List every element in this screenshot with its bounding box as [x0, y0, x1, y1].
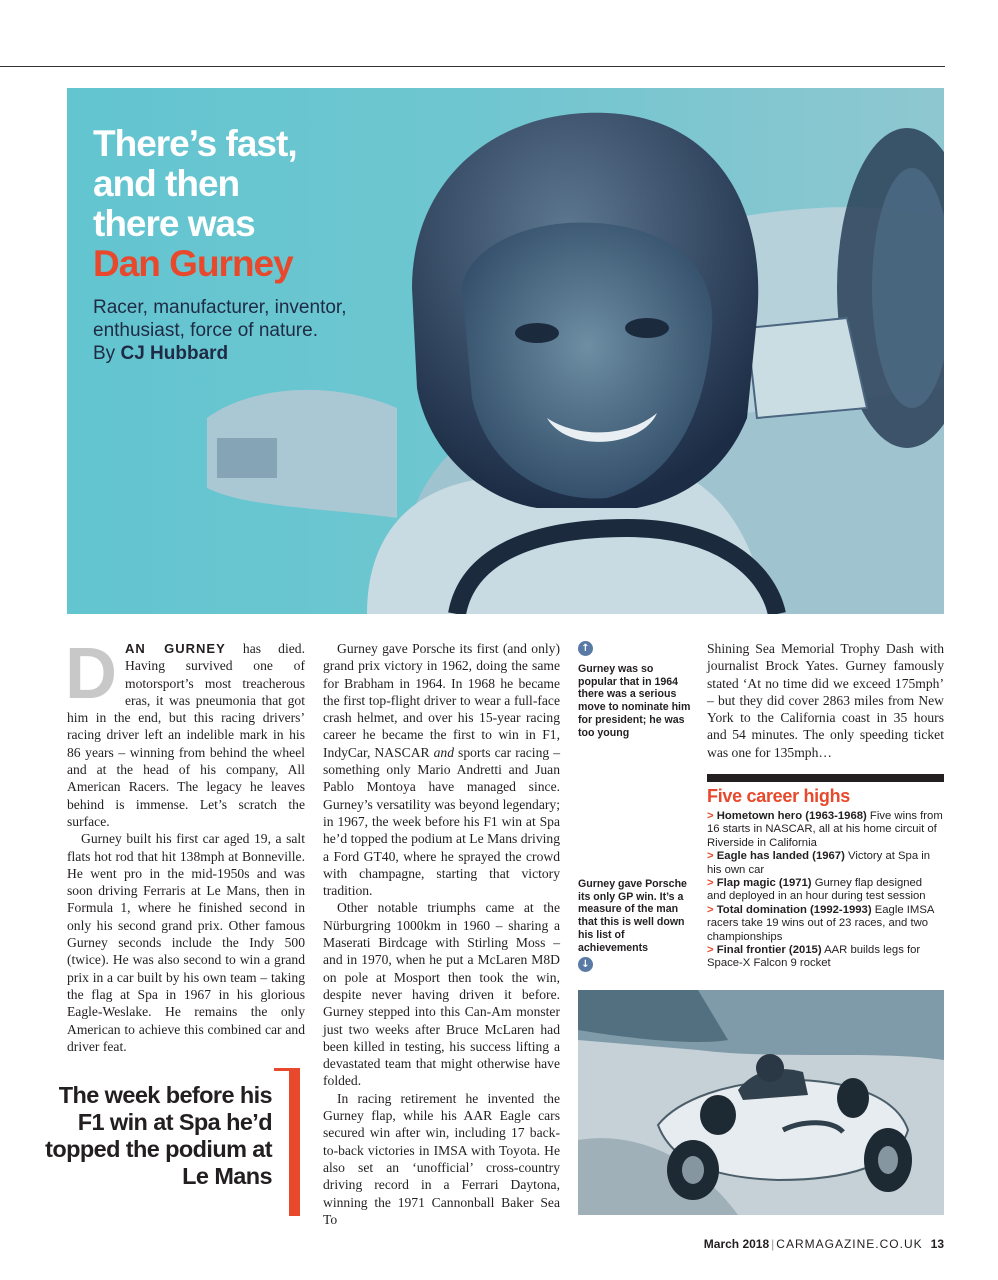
career-high-text: Gurney flap designed and deployed in an hour during test session [707, 877, 926, 903]
chevron-right-icon: > [707, 810, 717, 822]
lead-in-caps: AN GURNEY [125, 641, 226, 656]
headline-line-1: There’s fast, [93, 123, 297, 164]
career-high-item [707, 877, 944, 904]
career-highs-title: Five career highs [707, 786, 850, 806]
caption-bottom: Gurney gave Porsche its only GP win. It’s a measure of the man that this is well down his list of achievements [578, 878, 687, 954]
top-rule [0, 66, 945, 67]
porsche-race-car-illustration [578, 990, 944, 1215]
career-high-item [707, 810, 944, 850]
chevron-right-icon: > [707, 944, 717, 957]
caption-top: Gurney was so popular that in 1964 there was a serious move to nominate him for president; he was too young [578, 663, 691, 739]
article-paragraph-4: Other notable triumphs came at the Nürburgring 1000km in 1960 – sharing a Maserati Birdcage with Stirling Moss – and in 1970, when he put a McLaren M8D on pole at Mosport then took the win, despite never having driven it before. Gurney stepped into this Can-Am monster just two weeks after Bruce McLaren had been killed in testing, his success lifting a devastated team that might otherwise have folded. [323, 900, 560, 1089]
article-paragraph-2: Gurney built his first car aged 19, a salt flats hot rod that hit 138mph at Bonneville. He went pro in the mid-1950s and was soon driving Ferraris at Le Mans, then in Formula 1, where he finished second in only his second grand prix. Other famous Gurney seconds include the Indy 500 (twice). He was also second to win a grand prix in a car built by his own team – taking the flag at Spa in 1967 in his glorious Eagle-Weslake. He remains the only American to achieve this combined car and driver feat. [67, 831, 305, 1054]
chevron-right-icon: > [707, 877, 717, 890]
footer-site: CARMAGAZINE.CO.UK [776, 1237, 923, 1251]
headline-line-2: and then [93, 163, 240, 204]
career-high-title: Total domination (1992-1993) [716, 903, 872, 916]
article-column-4 [707, 640, 944, 761]
byline-prefix: By [93, 343, 116, 364]
paragraph-1-text: has died. Having survived one of motorsport’s most treacherous eras, it was pneumonia that got him in the end, but this racing drivers’ racing driver left an indelible mark in his 86 years – winning from behind the wheel and at the head of his company, All American Racers. The legacy he leaves behind is immense. Let’s scratch the surface. [67, 641, 305, 829]
career-high-item [707, 850, 944, 877]
career-high-text: Victory at Spa in his own car [707, 850, 931, 876]
paragraph-3-text-a: Gurney gave Porsche its first (and only) grand prix victory in 1962, doing the same for Brabham in 1964. In 1968 he became the first top-flight driver to wear a full-face crash helmet, and over his 15-year racing career he became the first to win in F1, IndyCar, NASCAR [323, 641, 560, 760]
pull-quote [45, 1068, 300, 1216]
hero-panel [67, 88, 944, 614]
pull-quote-rule-side [289, 1068, 300, 1216]
headline-line-3: there was [93, 203, 255, 244]
career-high-item [707, 944, 944, 971]
article-column-1 [65, 634, 305, 1055]
article-paragraph-1 [65, 634, 305, 830]
career-high-text: Eagle IMSA racers take 19 wins out of 23 races, and two championships [707, 903, 934, 943]
footer-separator: | [771, 1237, 775, 1251]
career-high-title: Hometown hero (1963-1968) [716, 810, 867, 822]
porsche-race-car-photo [578, 990, 944, 1215]
career-high-title: Eagle has landed (1967) [716, 850, 845, 863]
article-paragraph-6: Shining Sea Memorial Trophy Dash with journalist Brock Yates. Gurney famously stated ‘At no time did we exceed 175mph’ – but they did cover 2863 miles from New York to the California coast in 35 hours and 54 minutes. The only speeding ticket was one for 135mph… [707, 641, 944, 760]
standfirst [93, 296, 393, 365]
paragraph-3-emphasis: and [433, 744, 455, 760]
byline-author: CJ Hubbard [120, 343, 229, 364]
career-high-text: Five wins from 16 starts in NASCAR, all at his home circuit of Riverside in California [707, 810, 943, 849]
pull-quote-text: The week before his F1 win at Spa he’d topped the podium at Le Mans [45, 1082, 272, 1189]
career-high-title: Flap magic (1971) [716, 877, 812, 890]
chevron-right-icon: > [707, 850, 717, 863]
career-high-title: Final frontier (2015) [716, 944, 822, 957]
article-paragraph-3 [323, 640, 560, 899]
footer-date: March 2018 [703, 1237, 770, 1251]
page-footer [704, 1237, 944, 1251]
headline [93, 124, 393, 284]
arrow-down-icon: ↓ [578, 957, 593, 972]
standfirst-text: Racer, manufacturer, inventor, enthusiast, force of nature. [93, 297, 347, 341]
career-highs-bar [707, 774, 944, 782]
career-high-text: AAR builds legs for Space-X Falcon 9 rocket [707, 944, 921, 970]
arrow-up-icon: ↑ [578, 641, 593, 656]
chevron-right-icon: > [707, 903, 717, 916]
paragraph-3-text-b: sports car racing – something only Mario Andretti and Juan Pablo Montoya have managed since. Gurney’s versatility was beyond legendary; in 1967, the week before his F1 win at Spa he’d topped the podium at Le Mans driving a Ford GT40, where he sprayed the crowd with champagne, starting that victory tradition. [323, 744, 560, 899]
page-number: 13 [930, 1237, 944, 1251]
article-column-2 [323, 640, 560, 1228]
career-highs-list [707, 810, 944, 971]
article-paragraph-5: In racing retirement he invented the Gurney flap, while his AAR Eagle cars secured win after win, including 17 back-to-back victories in IMSA with Toyota. He also set an ‘unofficial’ cross-country driving record in a Ferrari Daytona, winning the 1971 Cannonball Baker Sea To [323, 1090, 560, 1227]
hero-text-block [93, 124, 393, 365]
headline-name: Dan Gurney [93, 243, 293, 284]
career-high-item [707, 904, 944, 944]
drop-cap: D [65, 634, 117, 714]
